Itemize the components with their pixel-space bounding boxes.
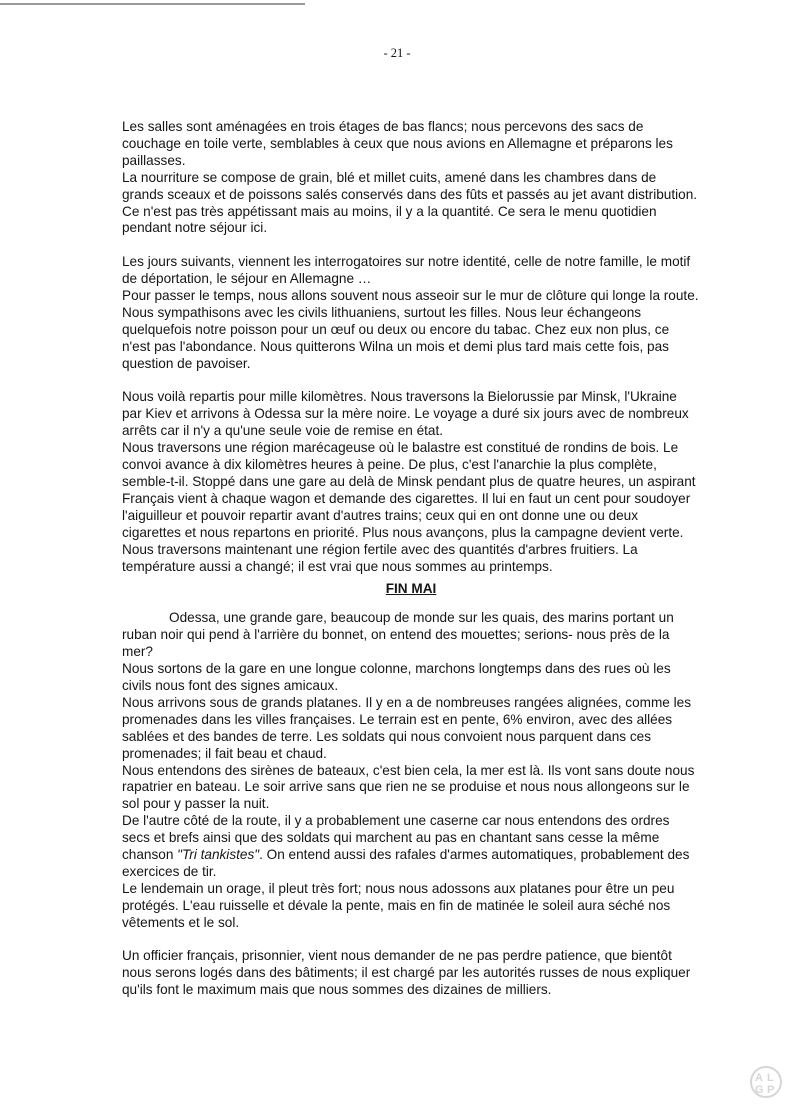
paragraph-text: De l'autre côté de la route, il y a probablement une caserne car nous entendons des ordres secs et brefs ainsi que des soldats qui marchent au pas en chantant sans cesse la même chanson (122, 813, 670, 863)
paragraph: Odessa, une grande gare, beaucoup de monde sur les quais, des marins portant un ruban noir qui pend à l'arrière du bonnet, on entend des mouettes; serions- nous près de la mer? (122, 610, 674, 660)
paragraph: Nous entendons des sirènes de bateaux, c'est bien cela, la mer est là. Ils vont sans doute nous rapatrier en bateau. Le soir arrive sans que rien ne se produise et nous nous allongeons sur le sol pour y passer la nuit. (122, 762, 695, 812)
paragraph-text: . On entend aussi des rafales d'armes automatiques, probablement des exercices de tir. (122, 847, 690, 879)
stamp-letter: G (755, 1084, 764, 1096)
paragraph: Le lendemain un orage, il pleut très fort; nous nous adossons aux platanes pour être un peu protégés. L'eau ruisselle et dévale la pente, mais en fin de matinée le soleil aura séché nos vêtements et le sol. (122, 880, 675, 930)
paragraph: Un officier français, prisonnier, vient nous demander de ne pas perdre patience, que bientôt nous serons logés dans des bâtiments; il est chargé par les autorités russes de nous expliquer qu'ils font le maximum mais que nous sommes des dizaines de milliers. (122, 948, 691, 998)
stamp-letter: A (755, 1072, 763, 1084)
paragraph: Pour passer le temps, nous allons souvent nous asseoir sur le mur de clôture qui longe la route. Nous sympathisons avec les civils lithuaniens, surtout les filles. Nous leur échangeons quelquefois notre poisson pour un œuf ou deux ou encore du tabac. Chez eux non plus, ce n'est pas l'abondance. Nous quitterons Wilna un mois et demi plus tard mais cette fois, pas question de pavoiser. (122, 288, 699, 371)
paragraph: Les jours suivants, viennent les interrogatoires sur notre identité, celle de notre famille, le motif de déportation, le séjour en Allemagne … (122, 254, 691, 287)
paragraph: La nourriture se compose de grain, blé et millet cuits, amené dans les chambres dans de grands sceaux et de poissons salés conservés dans des fûts et passés au jet avant distribution. (122, 169, 698, 202)
paragraph-gap (122, 237, 700, 254)
paragraph-gap (122, 373, 700, 390)
paragraph: Nous sortons de la gare en une longue colonne, marchons longtemps dans des rues où les civils nous font des signes amicaux. (122, 661, 671, 693)
paragraph (122, 813, 700, 881)
paragraph: Ce n'est pas très appétissant mais au moins, il y a la quantité. Ce sera le menu quotidien pendant notre séjour ici. (122, 203, 657, 236)
archive-stamp-icon (744, 1062, 788, 1102)
song-title: "Tri tankistes" (177, 847, 260, 863)
top-rule (0, 3, 305, 5)
stamp-letter: P (767, 1084, 775, 1096)
paragraph-gap (122, 932, 700, 949)
section-heading: FIN MAI (385, 581, 437, 597)
paragraph: Les salles sont aménagées en trois étages de bas flancs; nous percevons des sacs de couchage en toile verte, semblables à ceux que nous avions en Allemagne et préparons les paillasses. (122, 119, 673, 168)
paragraph: Nous voilà repartis pour mille kilomètres. Nous traversons la Bielorussie par Minsk, l'Ukraine par Kiev et arrivons à Odessa sur la mère noire. Le voyage a duré six jours avec de nombreux arrêts car il n'y a qu'une seule voie de remise en état. (122, 389, 689, 439)
paragraph: Nous arrivons sous de grands platanes. Il y en a de nombreuses rangées alignées, comme les promenades dans les villes françaises. Le terrain est en pente, 6% environ, avec des allées sablées et des bandes de terre. Les soldats qui nous convoient nous parquent dans ces promenades; il fait beau et chaud. (122, 694, 691, 761)
page-body (122, 119, 700, 999)
stamp-letter: L (767, 1072, 774, 1084)
paragraph: Nous traversons une région marécageuse où le balastre est constitué de rondins de bois. Le convoi avance à dix kilomètres heures à peine. De plus, c'est l'anarchie la plus complète, semble-t-il. Stoppé dans une gare au delà de Minsk pendant plus de quatre heures, un aspirant Français vient à chaque wagon et demande des cigarettes. Il lui en faut un cent pour soudoyer l'aiguilleur et pouvoir repartir avant d'autres trains; ceux qui en ont donne une ou deux cigarettes et nous repartons en priorité. Plus nous avançons, plus la campagne devient verte. Nous traversons maintenant une région fertile avec des quantités d'arbres fruitiers. La température aussi a changé; il est vrai que nous sommes au printemps. (122, 440, 696, 574)
page-number: - 21 - (383, 46, 411, 60)
